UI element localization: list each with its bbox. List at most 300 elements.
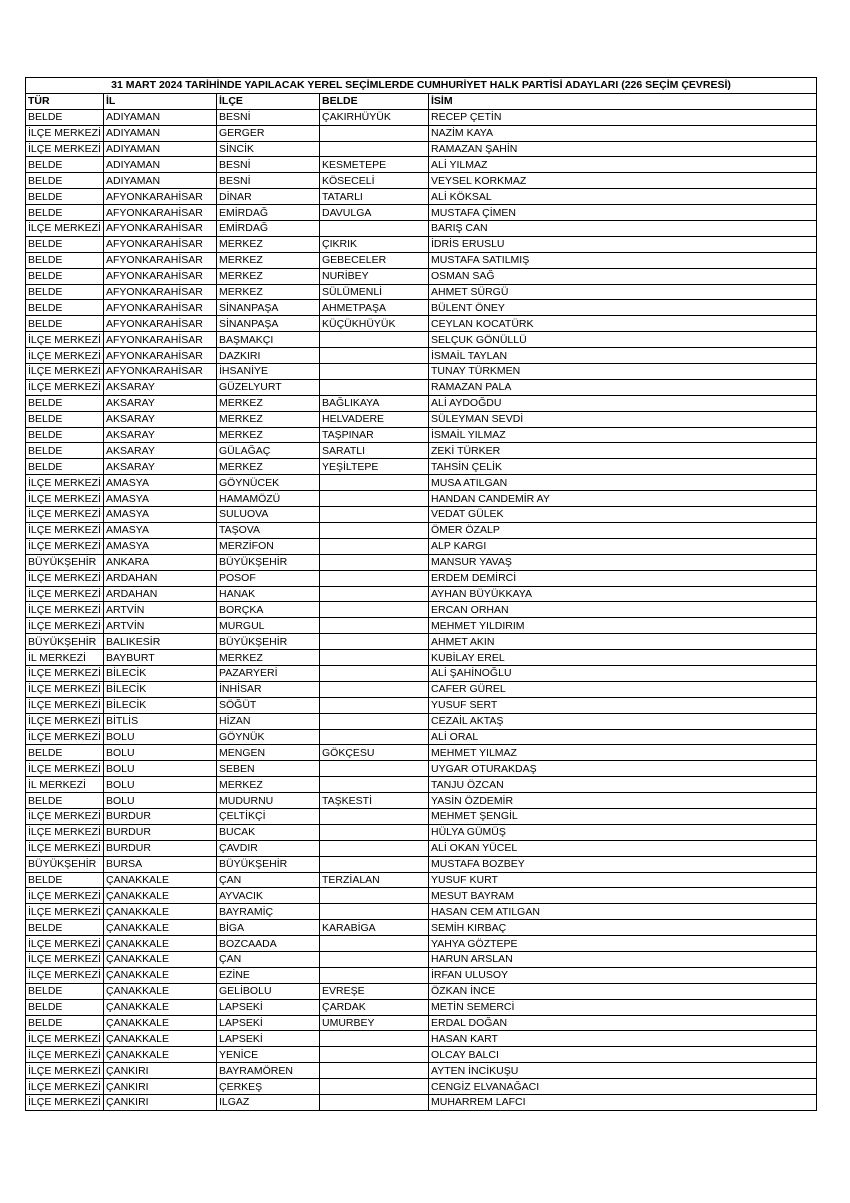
column-header-il: İL (104, 93, 217, 109)
belde-cell (320, 761, 429, 777)
table-row (26, 761, 817, 777)
isim-cell: KUBİLAY EREL (429, 650, 817, 666)
isim-cell: MUSTAFA SATILMIŞ (429, 252, 817, 268)
belde-cell (320, 348, 429, 364)
il-cell: ÇANAKKALE (104, 1015, 217, 1031)
il-cell: ARDAHAN (104, 570, 217, 586)
isim-cell: RECEP ÇETİN (429, 109, 817, 125)
ilce-cell: BÜYÜKŞEHİR (217, 634, 320, 650)
column-header-isim: İSİM (429, 93, 817, 109)
il-cell: AFYONKARAHİSAR (104, 252, 217, 268)
ilce-cell: MERKEZ (217, 284, 320, 300)
table-row (26, 141, 817, 157)
il-cell: AKSARAY (104, 395, 217, 411)
tur-cell: BELDE (26, 411, 104, 427)
isim-cell: NAZİM KAYA (429, 125, 817, 141)
ilce-cell: HAMAMÖZÜ (217, 491, 320, 507)
ilce-cell: YENİCE (217, 1047, 320, 1063)
ilce-cell: EZİNE (217, 967, 320, 983)
ilce-cell: BESNİ (217, 173, 320, 189)
belde-cell: TAŞPINAR (320, 427, 429, 443)
isim-cell: TUNAY TÜRKMEN (429, 364, 817, 380)
belde-cell (320, 586, 429, 602)
table-row (26, 888, 817, 904)
isim-cell: HARUN ARSLAN (429, 951, 817, 967)
table-row (26, 920, 817, 936)
ilce-cell: MERZİFON (217, 538, 320, 554)
tur-cell: İLÇE MERKEZİ (26, 1063, 104, 1079)
table-row (26, 411, 817, 427)
table-row (26, 284, 817, 300)
il-cell: AFYONKARAHİSAR (104, 284, 217, 300)
belde-cell: UMURBEY (320, 1015, 429, 1031)
il-cell: BİLECİK (104, 665, 217, 681)
table-row (26, 665, 817, 681)
belde-cell: NURİBEY (320, 268, 429, 284)
il-cell: ARDAHAN (104, 586, 217, 602)
ilce-cell: GÜLAĞAÇ (217, 443, 320, 459)
isim-cell: MUSA ATILGAN (429, 475, 817, 491)
ilce-cell: GERGER (217, 125, 320, 141)
isim-cell: ALİ ORAL (429, 729, 817, 745)
belde-cell (320, 888, 429, 904)
ilce-cell: BOZCAADA (217, 936, 320, 952)
il-cell: AKSARAY (104, 379, 217, 395)
tur-cell: İLÇE MERKEZİ (26, 729, 104, 745)
tur-cell: İLÇE MERKEZİ (26, 364, 104, 380)
isim-cell: ALİ KÖKSAL (429, 189, 817, 205)
tur-cell: İLÇE MERKEZİ (26, 697, 104, 713)
tur-cell: İLÇE MERKEZİ (26, 379, 104, 395)
isim-cell: RAMAZAN ŞAHİN (429, 141, 817, 157)
isim-cell: SELÇUK GÖNÜLLÜ (429, 332, 817, 348)
belde-cell: ÇAKIRHÜYÜK (320, 109, 429, 125)
ilce-cell: BAYRAMÖREN (217, 1063, 320, 1079)
belde-cell (320, 697, 429, 713)
tur-cell: BELDE (26, 173, 104, 189)
tur-cell: BELDE (26, 236, 104, 252)
isim-cell: YAHYA GÖZTEPE (429, 936, 817, 952)
belde-cell (320, 491, 429, 507)
ilce-cell: ÇERKEŞ (217, 1079, 320, 1095)
isim-cell: MUSTAFA ÇİMEN (429, 205, 817, 221)
il-cell: AFYONKARAHİSAR (104, 348, 217, 364)
belde-cell: HELVADERE (320, 411, 429, 427)
isim-cell: MEHMET ŞENGİL (429, 808, 817, 824)
belde-cell (320, 1063, 429, 1079)
tur-cell: BELDE (26, 443, 104, 459)
belde-cell: DAVULGA (320, 205, 429, 221)
isim-cell: AYTEN İNCİKUŞU (429, 1063, 817, 1079)
isim-cell: AHMET AKIN (429, 634, 817, 650)
ilce-cell: MERKEZ (217, 252, 320, 268)
ilce-cell: ÇAVDIR (217, 840, 320, 856)
il-cell: BAYBURT (104, 650, 217, 666)
belde-cell (320, 824, 429, 840)
belde-cell: KESMETEPE (320, 157, 429, 173)
belde-cell (320, 602, 429, 618)
tur-cell: İLÇE MERKEZİ (26, 538, 104, 554)
table-row (26, 300, 817, 316)
tur-cell: İLÇE MERKEZİ (26, 221, 104, 237)
ilce-cell: ÇELTİKÇİ (217, 808, 320, 824)
belde-cell: KÜÇÜKHÜYÜK (320, 316, 429, 332)
belde-cell (320, 713, 429, 729)
table-row (26, 554, 817, 570)
il-cell: ÇANAKKALE (104, 967, 217, 983)
ilce-cell: BÜYÜKŞEHİR (217, 554, 320, 570)
belde-cell (320, 1079, 429, 1095)
il-cell: ÇANKIRI (104, 1079, 217, 1095)
isim-cell: HÜLYA GÜMÜŞ (429, 824, 817, 840)
table-row (26, 332, 817, 348)
table-row (26, 316, 817, 332)
belde-cell (320, 1031, 429, 1047)
table-row (26, 697, 817, 713)
belde-cell (320, 729, 429, 745)
title-row (26, 78, 817, 94)
belde-cell: YEŞİLTEPE (320, 459, 429, 475)
table-row (26, 824, 817, 840)
table-row (26, 221, 817, 237)
il-cell: BOLU (104, 793, 217, 809)
table-body (26, 109, 817, 1110)
tur-cell: İLÇE MERKEZİ (26, 570, 104, 586)
belde-cell: TATARLI (320, 189, 429, 205)
tur-cell: BELDE (26, 920, 104, 936)
tur-cell: BELDE (26, 268, 104, 284)
tur-cell: İLÇE MERKEZİ (26, 332, 104, 348)
column-header-ilce: İLÇE (217, 93, 320, 109)
tur-cell: İLÇE MERKEZİ (26, 618, 104, 634)
isim-cell: ALİ OKAN YÜCEL (429, 840, 817, 856)
ilce-cell: MERKEZ (217, 236, 320, 252)
isim-cell: CAFER GÜREL (429, 681, 817, 697)
table-row (26, 427, 817, 443)
ilce-cell: İHSANİYE (217, 364, 320, 380)
isim-cell: İDRİS ERUSLU (429, 236, 817, 252)
il-cell: AFYONKARAHİSAR (104, 316, 217, 332)
table-row (26, 650, 817, 666)
belde-cell (320, 951, 429, 967)
table-row (26, 793, 817, 809)
table-row (26, 713, 817, 729)
ilce-cell: MERKEZ (217, 650, 320, 666)
belde-cell (320, 967, 429, 983)
tur-cell: İLÇE MERKEZİ (26, 141, 104, 157)
belde-cell: GÖKÇESU (320, 745, 429, 761)
ilce-cell: DİNAR (217, 189, 320, 205)
table-row (26, 459, 817, 475)
isim-cell: YASİN ÖZDEMİR (429, 793, 817, 809)
tur-cell: İLÇE MERKEZİ (26, 1079, 104, 1095)
belde-cell (320, 777, 429, 793)
belde-cell (320, 538, 429, 554)
il-cell: ÇANKIRI (104, 1095, 217, 1111)
il-cell: ÇANKIRI (104, 1063, 217, 1079)
isim-cell: CEZAİL AKTAŞ (429, 713, 817, 729)
il-cell: ÇANAKKALE (104, 1047, 217, 1063)
ilce-cell: MERKEZ (217, 459, 320, 475)
tur-cell: BELDE (26, 745, 104, 761)
ilce-cell: SÖĞÜT (217, 697, 320, 713)
ilce-cell: GELİBOLU (217, 983, 320, 999)
isim-cell: METİN SEMERCİ (429, 999, 817, 1015)
table-row (26, 586, 817, 602)
table-row (26, 570, 817, 586)
il-cell: BOLU (104, 745, 217, 761)
isim-cell: MUSTAFA BOZBEY (429, 856, 817, 872)
tur-cell: İLÇE MERKEZİ (26, 1047, 104, 1063)
isim-cell: İSMAİL TAYLAN (429, 348, 817, 364)
table-title: 31 MART 2024 TARİHİNDE YAPILACAK YEREL SEÇİMLERDE CUMHURİYET HALK PARTİSİ ADAYLARI (226 SEÇİM ÇEVRESİ) (26, 78, 817, 94)
table-row (26, 507, 817, 523)
isim-cell: MANSUR YAVAŞ (429, 554, 817, 570)
ilce-cell: BAYRAMİÇ (217, 904, 320, 920)
tur-cell: İLÇE MERKEZİ (26, 602, 104, 618)
ilce-cell: SEBEN (217, 761, 320, 777)
belde-cell (320, 840, 429, 856)
belde-cell: EVREŞE (320, 983, 429, 999)
il-cell: ADIYAMAN (104, 125, 217, 141)
table-row (26, 840, 817, 856)
table-row (26, 443, 817, 459)
table-row (26, 777, 817, 793)
belde-cell (320, 936, 429, 952)
il-cell: AKSARAY (104, 427, 217, 443)
tur-cell: İLÇE MERKEZİ (26, 1095, 104, 1111)
belde-cell (320, 665, 429, 681)
ilce-cell: BORÇKA (217, 602, 320, 618)
il-cell: ÇANAKKALE (104, 904, 217, 920)
table-row (26, 1079, 817, 1095)
tur-cell: İLÇE MERKEZİ (26, 761, 104, 777)
tur-cell: BELDE (26, 983, 104, 999)
table-row (26, 983, 817, 999)
isim-cell: MEHMET YILMAZ (429, 745, 817, 761)
isim-cell: İRFAN ULUSOY (429, 967, 817, 983)
belde-cell (320, 904, 429, 920)
il-cell: AFYONKARAHİSAR (104, 364, 217, 380)
il-cell: ÇANAKKALE (104, 888, 217, 904)
table-row (26, 618, 817, 634)
il-cell: ÇANAKKALE (104, 920, 217, 936)
isim-cell: MUHARREM LAFCI (429, 1095, 817, 1111)
il-cell: BOLU (104, 761, 217, 777)
tur-cell: İLÇE MERKEZİ (26, 840, 104, 856)
belde-cell (320, 1095, 429, 1111)
belde-cell (320, 618, 429, 634)
il-cell: BURDUR (104, 824, 217, 840)
tur-cell: BELDE (26, 793, 104, 809)
table-row (26, 125, 817, 141)
ilce-cell: MUDURNU (217, 793, 320, 809)
tur-cell: BELDE (26, 395, 104, 411)
table-row (26, 856, 817, 872)
il-cell: ÇANAKKALE (104, 951, 217, 967)
table-row (26, 602, 817, 618)
ilce-cell: BESNİ (217, 109, 320, 125)
table-row (26, 491, 817, 507)
tur-cell: BELDE (26, 427, 104, 443)
isim-cell: ALİ AYDOĞDU (429, 395, 817, 411)
isim-cell: BARIŞ CAN (429, 221, 817, 237)
tur-cell: İLÇE MERKEZİ (26, 491, 104, 507)
belde-cell (320, 856, 429, 872)
ilce-cell: LAPSEKİ (217, 1015, 320, 1031)
isim-cell: AHMET SÜRGÜ (429, 284, 817, 300)
il-cell: AKSARAY (104, 459, 217, 475)
table-row (26, 538, 817, 554)
belde-cell (320, 522, 429, 538)
belde-cell (320, 141, 429, 157)
table-row (26, 729, 817, 745)
il-cell: AMASYA (104, 475, 217, 491)
tur-cell: İLÇE MERKEZİ (26, 824, 104, 840)
tur-cell: İL MERKEZİ (26, 777, 104, 793)
belde-cell (320, 475, 429, 491)
ilce-cell: LAPSEKİ (217, 1031, 320, 1047)
il-cell: ADIYAMAN (104, 157, 217, 173)
belde-cell (320, 808, 429, 824)
il-cell: ARTVİN (104, 602, 217, 618)
belde-cell (320, 554, 429, 570)
table-row (26, 872, 817, 888)
ilce-cell: ÇAN (217, 951, 320, 967)
tur-cell: BELDE (26, 872, 104, 888)
ilce-cell: MERKEZ (217, 411, 320, 427)
isim-cell: VEYSEL KORKMAZ (429, 173, 817, 189)
belde-cell (320, 650, 429, 666)
tur-cell: BÜYÜKŞEHİR (26, 554, 104, 570)
belde-cell: SARATLI (320, 443, 429, 459)
tur-cell: İLÇE MERKEZİ (26, 586, 104, 602)
ilce-cell: MERKEZ (217, 268, 320, 284)
il-cell: ÇANAKKALE (104, 983, 217, 999)
isim-cell: YUSUF KURT (429, 872, 817, 888)
table-row (26, 904, 817, 920)
il-cell: AFYONKARAHİSAR (104, 221, 217, 237)
isim-cell: UYGAR OTURAKDAŞ (429, 761, 817, 777)
belde-cell (320, 125, 429, 141)
tur-cell: BELDE (26, 189, 104, 205)
tur-cell: İLÇE MERKEZİ (26, 888, 104, 904)
tur-cell: İLÇE MERKEZİ (26, 475, 104, 491)
table-row (26, 236, 817, 252)
isim-cell: OLCAY BALCI (429, 1047, 817, 1063)
column-header-tur: TÜR (26, 93, 104, 109)
belde-cell: TAŞKESTİ (320, 793, 429, 809)
isim-cell: İSMAİL YILMAZ (429, 427, 817, 443)
table-row (26, 475, 817, 491)
belde-cell: ÇIKRIK (320, 236, 429, 252)
il-cell: BİLECİK (104, 697, 217, 713)
table-row (26, 379, 817, 395)
il-cell: AKSARAY (104, 443, 217, 459)
il-cell: ADIYAMAN (104, 109, 217, 125)
il-cell: ADIYAMAN (104, 173, 217, 189)
belde-cell (320, 507, 429, 523)
ilce-cell: PAZARYERİ (217, 665, 320, 681)
ilce-cell: SİNANPAŞA (217, 316, 320, 332)
tur-cell: İLÇE MERKEZİ (26, 808, 104, 824)
isim-cell: SEMİH KIRBAÇ (429, 920, 817, 936)
ilce-cell: GÖYNÜCEK (217, 475, 320, 491)
ilce-cell: EMİRDAĞ (217, 221, 320, 237)
isim-cell: ALİ ŞAHİNOĞLU (429, 665, 817, 681)
table-row (26, 348, 817, 364)
table-row (26, 1095, 817, 1111)
table-row (26, 109, 817, 125)
table-row (26, 999, 817, 1015)
il-cell: ADIYAMAN (104, 141, 217, 157)
header-row (26, 93, 817, 109)
table-row (26, 808, 817, 824)
candidates-table (25, 77, 817, 1111)
il-cell: AFYONKARAHİSAR (104, 332, 217, 348)
ilce-cell: HANAK (217, 586, 320, 602)
belde-cell (320, 1047, 429, 1063)
ilce-cell: HİZAN (217, 713, 320, 729)
table-row (26, 936, 817, 952)
il-cell: AFYONKARAHİSAR (104, 300, 217, 316)
il-cell: ÇANAKKALE (104, 936, 217, 952)
il-cell: ANKARA (104, 554, 217, 570)
table-row (26, 951, 817, 967)
tur-cell: BÜYÜKŞEHİR (26, 634, 104, 650)
table-row (26, 634, 817, 650)
table-row (26, 205, 817, 221)
ilce-cell: DAZKIRI (217, 348, 320, 364)
ilce-cell: MENGEN (217, 745, 320, 761)
tur-cell: BELDE (26, 999, 104, 1015)
tur-cell: BELDE (26, 316, 104, 332)
il-cell: ARTVİN (104, 618, 217, 634)
il-cell: AFYONKARAHİSAR (104, 205, 217, 221)
tur-cell: İL MERKEZİ (26, 650, 104, 666)
isim-cell: ERCAN ORHAN (429, 602, 817, 618)
il-cell: AFYONKARAHİSAR (104, 189, 217, 205)
il-cell: BURSA (104, 856, 217, 872)
table-row (26, 1047, 817, 1063)
belde-cell: KARABİGA (320, 920, 429, 936)
tur-cell: İLÇE MERKEZİ (26, 936, 104, 952)
isim-cell: ALİ YILMAZ (429, 157, 817, 173)
belde-cell: BAĞLIKAYA (320, 395, 429, 411)
ilce-cell: AYVACIK (217, 888, 320, 904)
table-row (26, 252, 817, 268)
isim-cell: VEDAT GÜLEK (429, 507, 817, 523)
ilce-cell: BUCAK (217, 824, 320, 840)
tur-cell: İLÇE MERKEZİ (26, 665, 104, 681)
tur-cell: BELDE (26, 300, 104, 316)
il-cell: ÇANAKKALE (104, 872, 217, 888)
belde-cell (320, 332, 429, 348)
belde-cell: SÜLÜMENLİ (320, 284, 429, 300)
il-cell: BİLECİK (104, 681, 217, 697)
table-row (26, 1031, 817, 1047)
belde-cell: TERZİALAN (320, 872, 429, 888)
ilce-cell: SULUOVA (217, 507, 320, 523)
table-row (26, 1015, 817, 1031)
ilce-cell: EMİRDAĞ (217, 205, 320, 221)
isim-cell: ERDEM DEMİRCİ (429, 570, 817, 586)
belde-cell (320, 681, 429, 697)
table-row (26, 268, 817, 284)
tur-cell: BELDE (26, 157, 104, 173)
ilce-cell: MURGUL (217, 618, 320, 634)
il-cell: AMASYA (104, 538, 217, 554)
